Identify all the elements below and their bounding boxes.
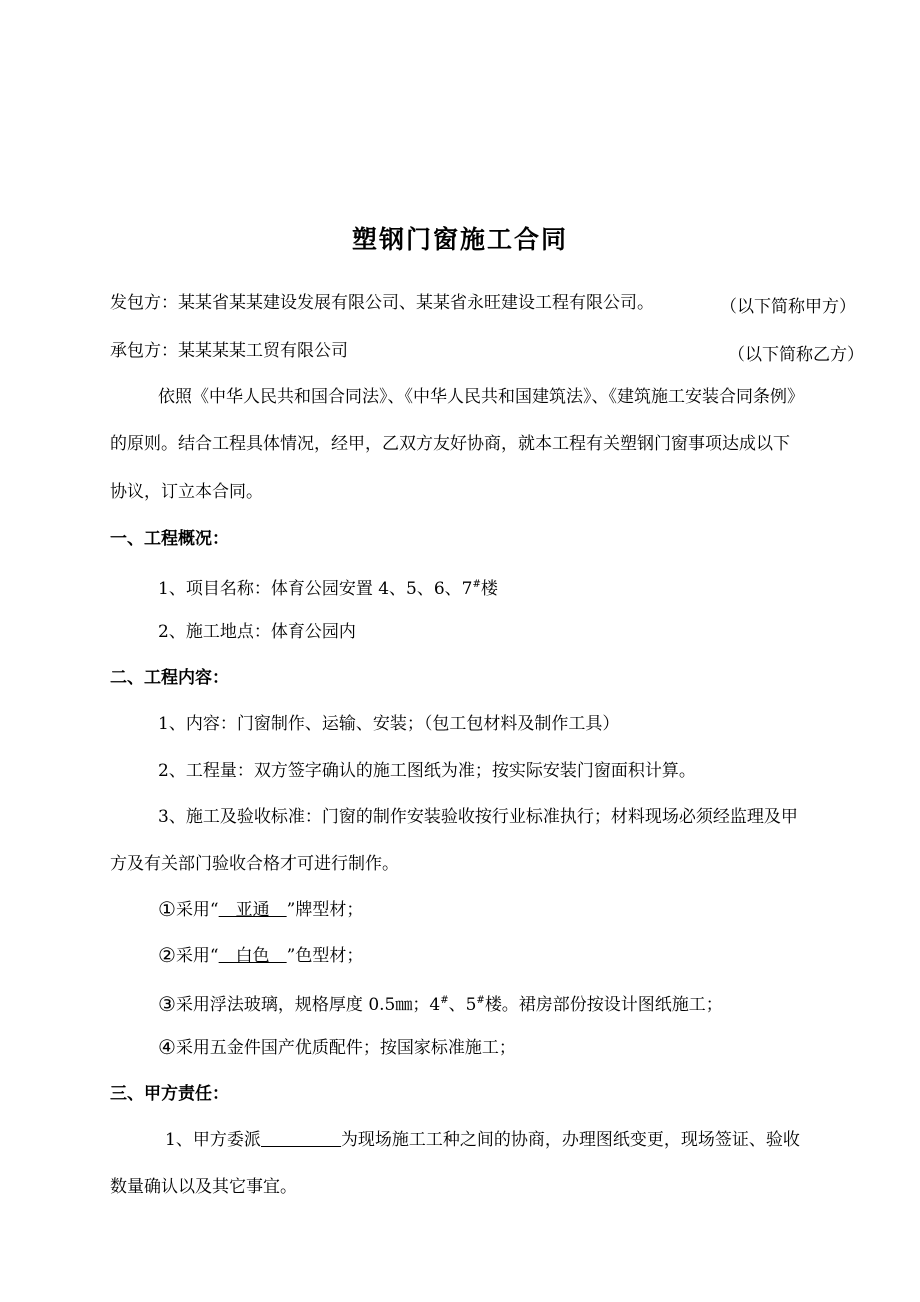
document-title: 塑钢门窗施工合同	[351, 225, 568, 254]
section-2-item-3-line-2: 方及有关部门验收合格才可进行制作。	[110, 854, 399, 874]
circled-1-marker: ①	[158, 897, 176, 921]
sub-item-3-text-c: 楼。裙房部份按设计图纸施工；	[484, 995, 723, 1015]
party-a-name: 某某省某某建设发展有限公司、某某省永旺建设工程有限公司。	[178, 293, 654, 313]
party-a-label: 发包方：	[110, 293, 178, 313]
party-b-alias: （以下简称乙方）	[728, 345, 864, 365]
sub-item-3-text-a: 采用浮法玻璃，规格厚度 0.5㎜；4	[175, 995, 441, 1015]
profile-color-value: 白色	[218, 946, 287, 966]
preamble-line-1: 依照《中华人民共和国合同法》、《中华人民共和国建筑法》、《建筑施工安装合同条例》	[158, 387, 804, 407]
project-name-text: 1、项目名称：体育公园安置 4、5、6、7	[158, 579, 473, 599]
party-b-label: 承包方：	[110, 341, 178, 361]
sub-item-3	[158, 990, 723, 1016]
sub-item-1	[158, 898, 363, 921]
party-a-line	[110, 292, 654, 314]
section-3-heading: 三、甲方责任：	[110, 1084, 229, 1104]
circled-4-marker: ④	[158, 1035, 176, 1059]
project-name-suffix: 楼	[480, 579, 498, 599]
profile-brand-value: 亚通	[218, 900, 287, 920]
section-1-heading: 一、工程概况：	[110, 529, 229, 549]
section-1-item-2: 2、施工地点：体育公园内	[158, 622, 356, 642]
sub-item-2-suffix: ”色型材；	[286, 946, 364, 966]
sub-item-1-prefix: 采用“	[175, 900, 219, 920]
circled-3-marker: ③	[158, 992, 176, 1016]
number-sign-b: #	[476, 995, 485, 1006]
section-2-item-1: 1、内容：门窗制作、运输、安装；（包工包材料及制作工具）	[158, 714, 620, 734]
sub-item-4	[158, 1036, 516, 1059]
party-a-alias: （以下简称甲方）	[720, 297, 856, 317]
number-sign-a: #	[440, 995, 449, 1006]
sub-item-4-text: 采用五金件国产优质配件；按国家标准施工；	[175, 1038, 516, 1058]
section-3-item-1-prefix: 1、甲方委派	[165, 1130, 261, 1150]
sub-item-2	[158, 944, 363, 967]
sub-item-3-text-b: 、5	[448, 995, 477, 1015]
delegate-blank	[261, 1130, 341, 1147]
party-b-line	[110, 340, 348, 362]
section-2-item-3-line-1: 3、施工及验收标准：门窗的制作安装验收按行业标准执行；材料现场必须经监理及甲	[158, 807, 798, 827]
section-1-item-1	[158, 574, 498, 600]
section-3-item-1-suffix: 为现场施工工种之间的协商，办理图纸变更，现场签证、验收	[340, 1130, 800, 1150]
number-sign: #	[472, 579, 481, 590]
section-3-item-1	[165, 1129, 800, 1151]
circled-2-marker: ②	[158, 943, 176, 967]
section-2-item-2: 2、工程量：双方签字确认的施工图纸为准；按实际安装门窗面积计算。	[158, 761, 696, 781]
section-3-item-1-line-2: 数量确认以及其它事宜。	[110, 1177, 297, 1197]
sub-item-2-prefix: 采用“	[175, 946, 219, 966]
preamble-line-3: 协议，订立本合同。	[110, 482, 263, 502]
section-2-heading: 二、工程内容：	[110, 668, 229, 688]
party-b-name: 某某某某工贸有限公司	[178, 341, 348, 361]
preamble-line-2: 的原则。结合工程具体情况，经甲，乙双方友好协商，就本工程有关塑钢门窗事项达成以下	[110, 434, 790, 454]
sub-item-1-suffix: ”牌型材；	[286, 900, 364, 920]
